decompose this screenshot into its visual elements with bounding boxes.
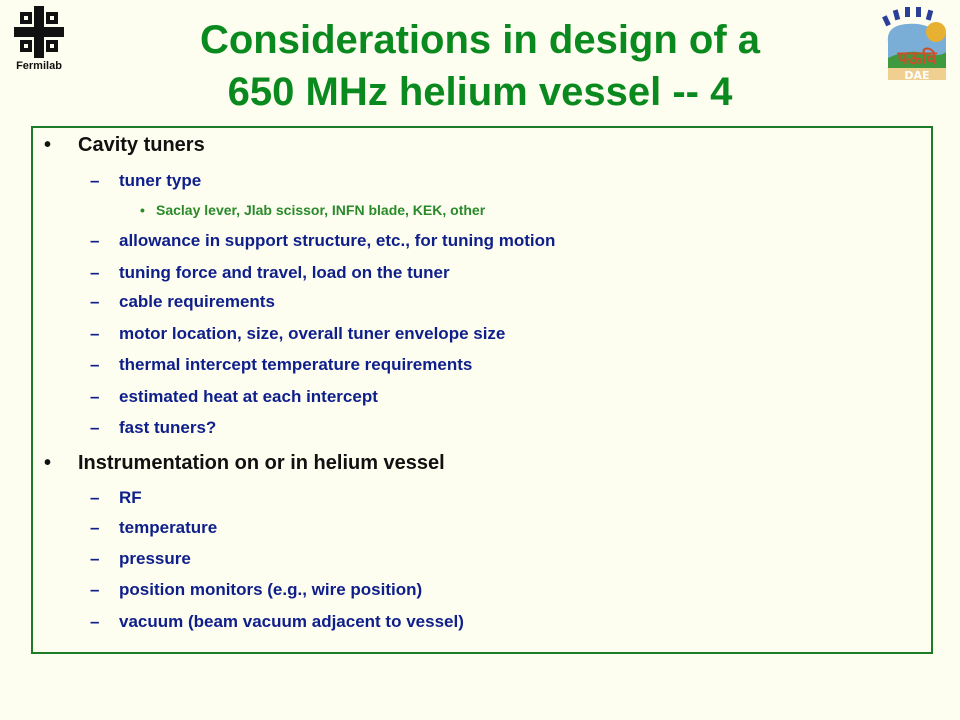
dash-marker: –: [90, 292, 100, 311]
dash-marker: –: [90, 488, 100, 507]
svg-text:DAE: DAE: [904, 69, 930, 82]
sub-bullet-text: pressure: [119, 549, 191, 568]
dae-logo: [878, 2, 956, 82]
fermilab-logo: [10, 4, 68, 78]
sub-bullet-text: tuner type: [119, 171, 202, 190]
title-line-1: Considerations in design of a: [199, 18, 761, 62]
sub-bullet-text: RF: [119, 488, 142, 507]
dash-marker: –: [90, 324, 100, 343]
title-line-2: 650 MHz helium vessel -- 4: [227, 70, 733, 114]
sub-bullet-text: position monitors (e.g., wire position): [119, 580, 423, 599]
sub-bullet-text: temperature: [119, 518, 218, 537]
dash-marker: –: [90, 612, 100, 631]
sub-bullet-text: thermal intercept temperature requirements: [119, 355, 473, 374]
dash-marker: –: [90, 580, 100, 599]
dash-marker: –: [90, 549, 100, 568]
bullet-dot: •: [44, 134, 52, 156]
bullet-dot: •: [44, 452, 52, 474]
sub-bullet-text: cable requirements: [119, 292, 275, 311]
sub-bullet-text: tuning force and travel, load on the tuner: [119, 263, 450, 282]
slide-title: [110, 14, 850, 118]
dash-marker: –: [90, 231, 100, 250]
dash-marker: –: [90, 171, 100, 190]
sub-bullet-text: motor location, size, overall tuner envelope size: [119, 324, 506, 343]
dash-marker: –: [90, 418, 100, 437]
dash-marker: –: [90, 263, 100, 282]
fermilab-wordmark: Fermilab: [16, 60, 62, 72]
fermilab-mark-icon: [10, 4, 68, 60]
bullet-text: Cavity tuners: [78, 134, 205, 156]
dae-emblem-icon: [878, 2, 956, 82]
dash-marker: –: [90, 355, 100, 374]
sub-bullet-text: vacuum (beam vacuum adjacent to vessel): [119, 612, 464, 631]
svg-text:पऊवि: पऊवि: [897, 48, 937, 69]
sub-bullet-text: estimated heat at each intercept: [119, 387, 378, 406]
sub-sub-bullet-text: Saclay lever, Jlab scissor, INFN blade, KEK, other: [156, 202, 486, 218]
dash-marker: –: [90, 387, 100, 406]
sub-bullet-text: allowance in support structure, etc., for tuning motion: [119, 231, 556, 250]
bullet-text: Instrumentation on or in helium vessel: [78, 452, 445, 474]
dash-marker: –: [90, 518, 100, 537]
sub-bullet-text: fast tuners?: [119, 418, 217, 437]
bullet-dot: •: [140, 202, 145, 218]
